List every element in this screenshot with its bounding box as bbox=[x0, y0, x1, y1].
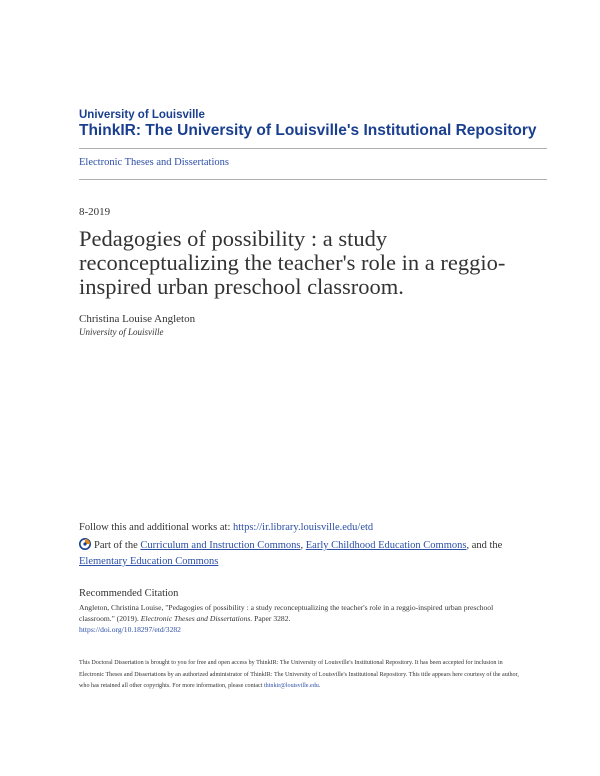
part-of-sep-2: , and the bbox=[466, 540, 503, 551]
early-childhood-commons-link[interactable]: Early Childhood Education Commons bbox=[305, 540, 467, 551]
part-of-sep-1: , bbox=[300, 540, 306, 551]
publication-date: 8-2019 bbox=[79, 206, 111, 218]
citation-heading: Recommended Citation bbox=[79, 588, 179, 599]
header-rule-bottom bbox=[79, 179, 547, 180]
commons-network-icon bbox=[79, 538, 91, 550]
footer-end: . bbox=[318, 683, 321, 689]
repository-name[interactable]: ThinkIR: The University of Louisville's Institutional Repository bbox=[79, 122, 537, 139]
elementary-education-commons-link[interactable]: Elementary Education Commons bbox=[79, 556, 219, 567]
follow-label: Follow this and additional works at: bbox=[79, 522, 233, 533]
footer-text: This Doctoral Dissertation is brought to you for free and open access by ThinkIR: The University of Louisville's Institutional Repository. It has been accepted for inclusion in Electronic Theses and Dissertations by an authorized administrator of ThinkIR: The University of Louisville's Institutional Repository. This title appears here courtesy of the author, who has retained all other copyrights. For more information, please contact bbox=[79, 660, 519, 689]
citation-journal: Electronic Theses and Dissertations. bbox=[140, 614, 253, 623]
author-affiliation: University of Louisville bbox=[79, 327, 164, 337]
doi-link[interactable]: https://doi.org/10.18297/etd/3282 bbox=[79, 625, 181, 634]
repository-url-link[interactable]: https://ir.library.louisville.edu/etd bbox=[233, 522, 374, 533]
author-name: Christina Louise Angleton bbox=[79, 313, 196, 325]
collection-link[interactable]: Electronic Theses and Dissertations bbox=[79, 157, 229, 168]
university-name[interactable]: University of Louisville bbox=[79, 109, 205, 121]
citation-body bbox=[79, 602, 509, 635]
citation-text: Angleton, Christina Louise, "Pedagogies of possibility : a study reconceptualizing the teacher's role in a reggio-inspired urban preschool classroom." (2019). bbox=[79, 603, 494, 623]
header-rule-top bbox=[79, 148, 547, 149]
contact-email-link[interactable]: thinkir@louisville.edu bbox=[263, 683, 319, 689]
part-of-prefix: Part of the bbox=[94, 540, 141, 551]
citation-paper: Paper 3282. bbox=[252, 614, 291, 623]
footer-notice bbox=[79, 658, 519, 693]
curriculum-instruction-commons-link[interactable]: Curriculum and Instruction Commons bbox=[140, 540, 301, 551]
document-title: Pedagogies of possibility : a study reconceptualizing the teacher's role in a reggio-inspired urban preschool classroom. bbox=[79, 226, 506, 299]
part-of-line bbox=[79, 538, 549, 570]
follow-line bbox=[79, 522, 373, 533]
